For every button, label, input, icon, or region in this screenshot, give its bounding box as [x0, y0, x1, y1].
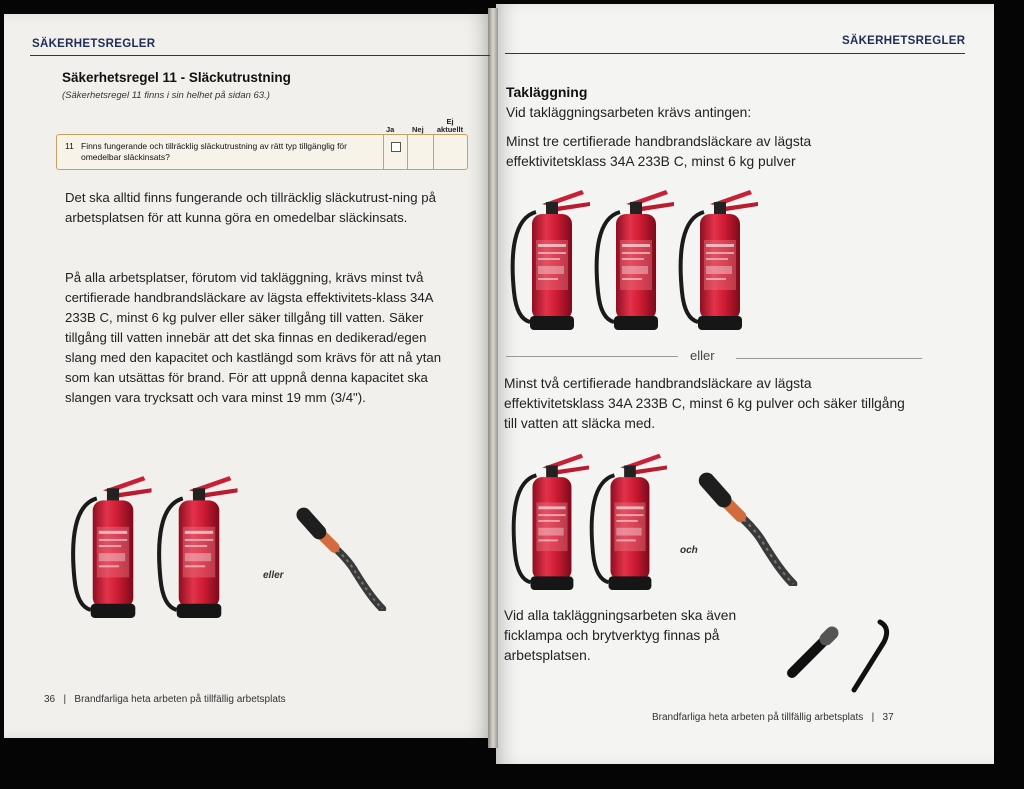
- right-option-1: Minst tre certifierade handbrandsläckare av lägsta effektivitetsklass 34A 233B C, minst 6 kg pulver: [506, 134, 812, 169]
- divider-right: [736, 358, 922, 359]
- right-title: Takläggning: [506, 84, 588, 100]
- right-header-label: SÄKERHETSREGLER: [842, 35, 966, 47]
- checklist: [56, 116, 468, 172]
- right-option-2: Minst två certifierade handbrandsläckare av lägsta effektivitetsklass 34A 233B C, minst 6 kg pulver och säker tillgång till vatten att släcka med.: [504, 376, 905, 431]
- checklist-divider: [407, 135, 408, 169]
- divider-label: eller: [690, 348, 715, 363]
- fire-extinguisher-icon: [590, 182, 680, 332]
- checklist-item-text: Finns fungerande och tillräcklig släckutrustning av rätt typ tillgänglig för omedelbar släckinsats?: [81, 141, 347, 162]
- flashlight-icon: [782, 626, 842, 688]
- checklist-col-na-line2: aktuellt: [436, 125, 464, 134]
- checklist-checkbox-yes[interactable]: [391, 142, 401, 152]
- fire-extinguisher-icon: [584, 446, 674, 592]
- checklist-col-na-line1: Ej: [446, 117, 454, 126]
- checklist-col-not-applicable: [433, 118, 467, 134]
- left-header-rule: [30, 55, 490, 56]
- checklist-row: [56, 134, 468, 170]
- fire-extinguisher-icon: [506, 446, 596, 592]
- divider-left: [506, 356, 678, 357]
- right-footer: [652, 712, 894, 723]
- left-page-number: 36: [44, 694, 56, 705]
- right-footer-separator: |: [871, 712, 875, 723]
- left-image-caption: eller: [263, 570, 284, 581]
- right-image-caption: och: [680, 545, 698, 556]
- right-intro: Vid takläggningsarbeten krävs antingen:: [506, 105, 752, 120]
- right-extra-text: Vid alla takläggningsarbeten ska även ficklampa och brytverktyg finnas på arbetsplatsen.: [504, 608, 737, 663]
- left-footer-title: Brandfarliga heta arbeten på tillfällig arbetsplats: [74, 694, 286, 705]
- checklist-col-no: Nej: [412, 125, 424, 134]
- rule-title: Säkerhetsregel 11 - Släckutrustning: [62, 70, 291, 85]
- checklist-item-number: 11: [65, 141, 74, 151]
- right-header-rule: [505, 53, 965, 54]
- fire-extinguisher-icon: [674, 182, 764, 332]
- crowbar-icon: [844, 616, 894, 696]
- checklist-col-yes: Ja: [386, 125, 395, 134]
- left-footer-separator: |: [63, 694, 67, 705]
- book-spine: [488, 8, 498, 748]
- left-paragraph-2: På alla arbetsplatser, förutom vid takläggning, krävs minst två certifierade handbrandsläckare av lägsta effektivitets-klass 34A 233B C, minst 6 kg pulver eller säker tillgång till vatten. Säker tillgång till vatten innebär att det ska finnas en dedikerad/egen slang med den kapacitet och kastlängd som krävs för att nå ytan som kan utsättas för brand. För att uppnå denna kapacitet ska slangen vara trycksatt och vara minst 19 mm (3/4").: [65, 270, 442, 405]
- right-footer-title: Brandfarliga heta arbeten på tillfällig arbetsplats: [652, 712, 864, 723]
- water-hose-icon: [296, 505, 392, 611]
- checklist-divider: [383, 135, 384, 169]
- right-page-number: 37: [882, 712, 894, 723]
- fire-extinguisher-icon: [506, 182, 596, 332]
- checklist-divider: [433, 135, 434, 169]
- fire-extinguisher-icon: [152, 468, 244, 620]
- fire-extinguisher-icon: [66, 468, 158, 620]
- left-paragraph-1: Det ska alltid finns fungerande och tillräcklig släckutrust-ning på arbetsplatsen för att kunna göra en omedelbar släckinsats.: [65, 190, 436, 225]
- rule-subtitle: (Säkerhetsregel 11 finns i sin helhet på sidan 63.): [62, 90, 270, 101]
- water-hose-icon: [698, 470, 804, 586]
- left-header-label: SÄKERHETSREGLER: [32, 38, 156, 50]
- left-footer: [44, 694, 286, 705]
